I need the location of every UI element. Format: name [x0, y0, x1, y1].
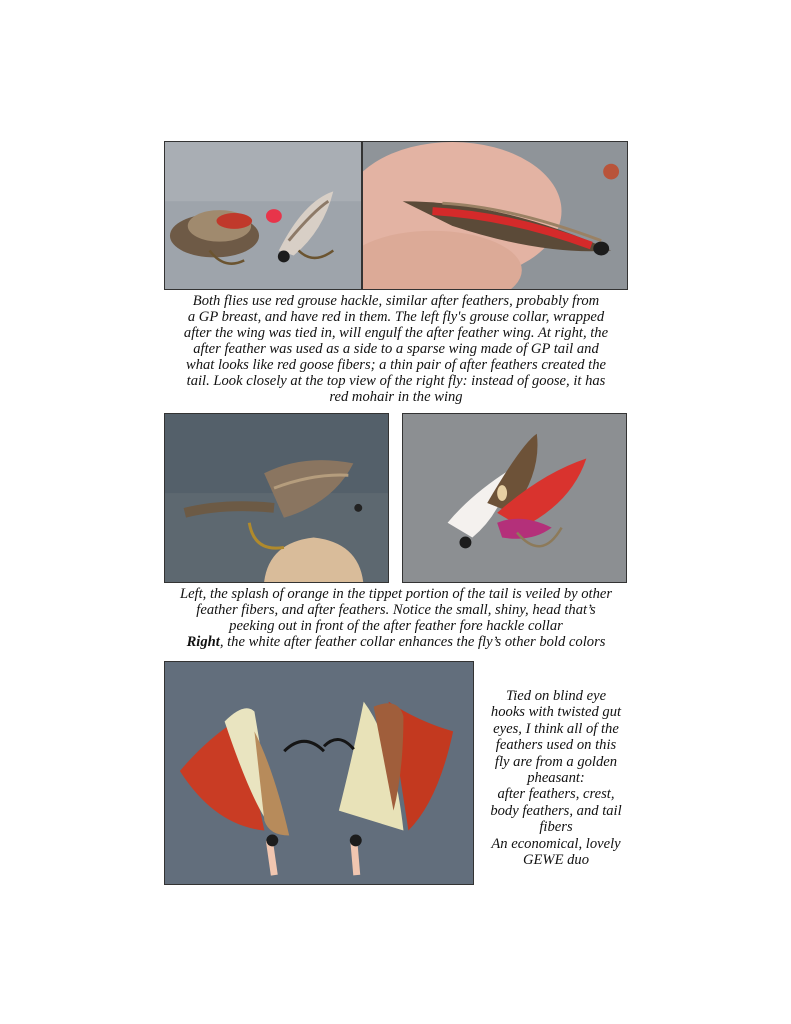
- caption-line: Both flies use red grouse hackle, similar after feathers, probably from: [192, 293, 600, 309]
- side-description: [482, 688, 630, 868]
- caption-section-2: [150, 586, 642, 650]
- side-text-line: pheasant:: [527, 770, 585, 787]
- side-text-line: Tied on blind eye: [505, 688, 607, 704]
- photo-fly-held-in-fingers: [362, 141, 628, 290]
- caption-right-label: Right: [186, 634, 220, 650]
- caption-line: red mohair in the wing: [329, 389, 463, 405]
- caption-line: tail. Look closely at the top view of the right fly: instead of goose, it has: [186, 373, 606, 389]
- side-text-line: hooks with twisted gut: [490, 704, 622, 721]
- side-text-line: eyes, I think all of the: [493, 720, 619, 737]
- photo-fly-on-cork: [164, 413, 389, 583]
- side-text-line: after feathers, crest,: [497, 786, 615, 803]
- caption-line: [150, 634, 642, 650]
- side-text-line: An economical, lovely: [491, 835, 621, 852]
- caption-line: after the wing was tied in, will engulf the after feather wing. At right, the: [183, 325, 609, 341]
- caption-line: peeking out in front of the after feather fore hackle collar: [229, 618, 563, 634]
- caption-section-1: [160, 293, 632, 405]
- caption-line: what looks like red goose fibers; a thin pair of after feathers created the: [185, 357, 607, 373]
- caption-line: feather fibers, and after feathers. Notice the small, shiny, head that’s: [196, 602, 596, 618]
- caption-right-text: , the white after feather collar enhances the fly’s other bold colors: [219, 634, 606, 650]
- side-text-line: fly are from a golden: [494, 753, 618, 770]
- photo-white-collar-fly: [402, 413, 627, 583]
- side-text-line: feathers used on this: [495, 737, 617, 754]
- caption-line: a GP breast, and have red in them. The left fly's grouse collar, wrapped: [187, 309, 605, 325]
- side-text-line: fibers: [539, 819, 573, 836]
- side-text-line: GEWE duo: [522, 852, 590, 869]
- caption-line: after feather was used as a side to a sparse wing made of GP tail and: [193, 341, 599, 357]
- photo-two-flies-grey: [164, 141, 362, 290]
- photo-gewe-duo: [164, 661, 474, 885]
- side-text-line: body feathers, and tail: [490, 802, 622, 819]
- caption-line: Left, the splash of orange in the tippet portion of the tail is veiled by other: [179, 586, 613, 602]
